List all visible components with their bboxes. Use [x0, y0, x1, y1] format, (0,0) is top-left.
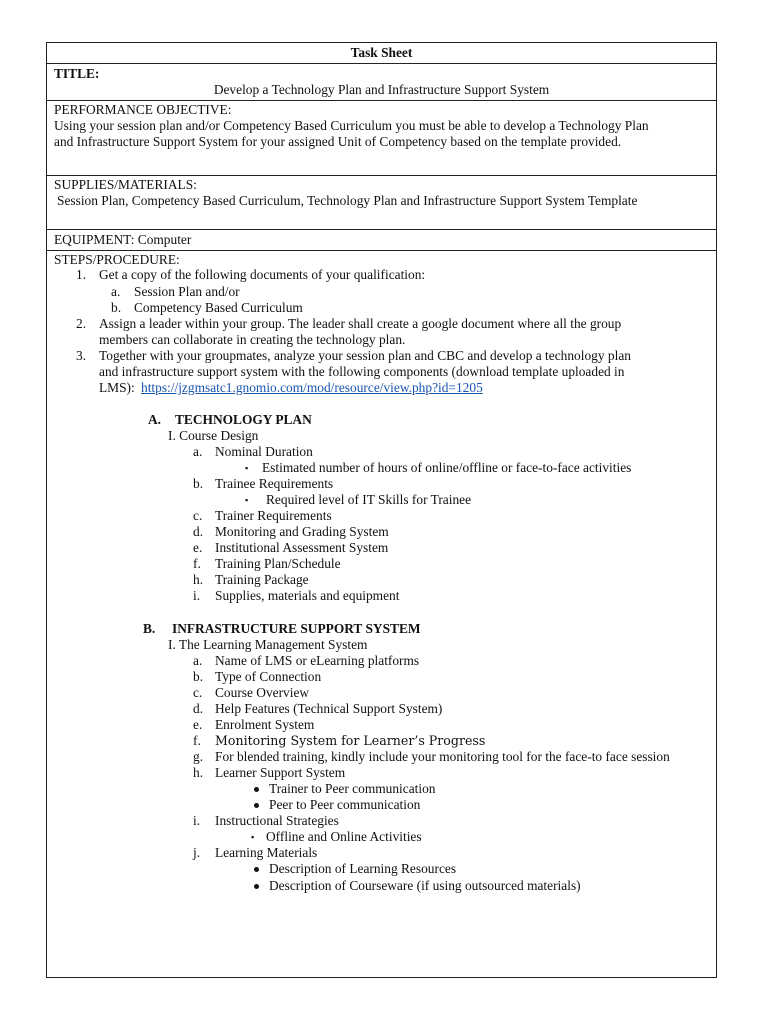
tech-item-marker: d. [193, 524, 204, 539]
template-download-link[interactable]: https://jzgmsatc1.gnomio.com/mod/resource/view.php?id=1205 [141, 380, 483, 395]
step-3-number: 3. [76, 348, 87, 363]
infra-item-marker: d. [193, 701, 204, 716]
steps-label: STEPS/PROCEDURE: [54, 252, 180, 267]
title-row [47, 64, 716, 101]
bullet-small-icon: ▪ [251, 832, 255, 842]
tech-item-marker: c. [193, 508, 203, 523]
tech-item-marker: i. [193, 588, 201, 603]
infra-h-bullet-text: Peer to Peer communication [269, 797, 421, 812]
step-1a-marker: a. [111, 284, 121, 299]
infra-i-bullet-text: Offline and Online Activities [266, 829, 422, 844]
objective-row [47, 101, 716, 176]
step-3-line-2: and infrastructure support system with the following components (download template uploaded in [99, 364, 625, 379]
title-label: TITLE: [54, 66, 100, 81]
step-2-line-1: Assign a leader within your group. The leader shall create a google document where all the group [99, 316, 622, 331]
steps-section [47, 251, 716, 977]
bullet-round-icon [254, 884, 259, 889]
infra-item-marker: j. [193, 845, 201, 860]
infra-item-marker: c. [193, 685, 203, 700]
infra-item-marker: e. [193, 717, 203, 732]
tech-bullet-text: Estimated number of hours of online/offline or face-to-face activities [262, 460, 632, 475]
objective-line-1: Using your session plan and/or Competency Based Curriculum you must be able to develop a Technology Plan [54, 118, 649, 133]
bullet-round-icon [254, 787, 259, 792]
tech-item-text: Training Package [215, 572, 309, 587]
step-1a-text: Session Plan and/or [134, 284, 240, 299]
equipment-label: EQUIPMENT: Computer [54, 232, 192, 247]
infra-item-text: Enrolment System [215, 717, 315, 732]
tech-item-text: Monitoring and Grading System [215, 524, 389, 539]
tech-plan-heading: TECHNOLOGY PLAN [175, 412, 312, 427]
step-2-line-2: members can collaborate in creating the technology plan. [99, 332, 406, 347]
tech-item-text: Supplies, materials and equipment [215, 588, 400, 603]
equipment-row [47, 230, 716, 251]
bullet-round-icon [254, 867, 259, 872]
objective-line-2: and Infrastructure Support System for your assigned Unit of Competency based on the template provided. [54, 134, 622, 149]
course-design-heading: I. Course Design [168, 428, 259, 443]
step-1-number: 1. [76, 267, 87, 282]
tech-item-marker: f. [193, 556, 201, 571]
infra-item-marker: g. [193, 749, 204, 764]
infra-j-bullet-text: Description of Courseware (if using outsourced materials) [269, 878, 581, 893]
infra-h-bullet-text: Trainer to Peer communication [269, 781, 436, 796]
step-3-line-1: Together with your groupmates, analyze your session plan and CBC and develop a technology plan [99, 348, 631, 363]
step-1-text: Get a copy of the following documents of your qualification: [99, 267, 426, 282]
tech-item-text: Trainer Requirements [215, 508, 332, 523]
tech-plan-letter: A. [148, 412, 162, 427]
step-1b-marker: b. [111, 300, 122, 315]
tech-item-text: Nominal Duration [215, 444, 313, 459]
infra-item-text: For blended training, kindly include your monitoring tool for the face-to face session [215, 749, 670, 764]
tech-item-text: Training Plan/Schedule [215, 556, 341, 571]
infra-item-text: Course Overview [215, 685, 310, 700]
infra-item-marker: h. [193, 765, 204, 780]
tech-bullet-text: Required level of IT Skills for Trainee [266, 492, 472, 507]
step-1b-text: Competency Based Curriculum [134, 300, 303, 315]
tech-item-text: Trainee Requirements [215, 476, 334, 491]
infra-item-text: Learner Support System [215, 765, 346, 780]
tech-item-marker: h. [193, 572, 204, 587]
sheet-title: Task Sheet [350, 45, 413, 60]
infra-item-text: Type of Connection [215, 669, 322, 684]
lms-heading: I. The Learning Management System [168, 637, 368, 652]
infra-item-marker: i. [193, 813, 201, 828]
infra-item-marker: a. [193, 653, 203, 668]
infra-j-bullet-text: Description of Learning Resources [269, 861, 457, 876]
infra-item-marker: b. [193, 669, 204, 684]
infra-item-text: Instructional Strategies [215, 813, 339, 828]
infra-item-text: Name of LMS or eLearning platforms [215, 653, 420, 668]
supplies-row [47, 176, 716, 230]
tech-item-marker: e. [193, 540, 203, 555]
step-3-line-3: LMS): [99, 380, 135, 395]
step-2-number: 2. [76, 316, 87, 331]
infra-heading: INFRASTRUCTURE SUPPORT SYSTEM [172, 621, 421, 636]
tech-item-text: Institutional Assessment System [215, 540, 389, 555]
bullet-small-icon: ▪ [245, 463, 249, 473]
tech-item-marker: b. [193, 476, 204, 491]
infra-item-text: Learning Materials [215, 845, 318, 860]
supplies-label: SUPPLIES/MATERIALS: [54, 177, 197, 192]
objective-label: PERFORMANCE OBJECTIVE: [54, 102, 232, 117]
bullet-round-icon [254, 803, 259, 808]
bullet-small-icon: ▪ [245, 495, 249, 505]
supplies-value: Session Plan, Competency Based Curriculum, Technology Plan and Infrastructure Support System Template [57, 193, 638, 208]
infra-letter: B. [143, 621, 156, 636]
task-sheet-table [46, 42, 717, 978]
title-value: Develop a Technology Plan and Infrastructure Support System [213, 82, 550, 97]
infra-item-text: Monitoring System for Learner’s Progress [215, 733, 486, 748]
tech-item-marker: a. [193, 444, 203, 459]
header-row [47, 43, 716, 64]
infra-item-marker: f. [193, 733, 201, 748]
infra-item-text: Help Features (Technical Support System) [215, 701, 443, 716]
